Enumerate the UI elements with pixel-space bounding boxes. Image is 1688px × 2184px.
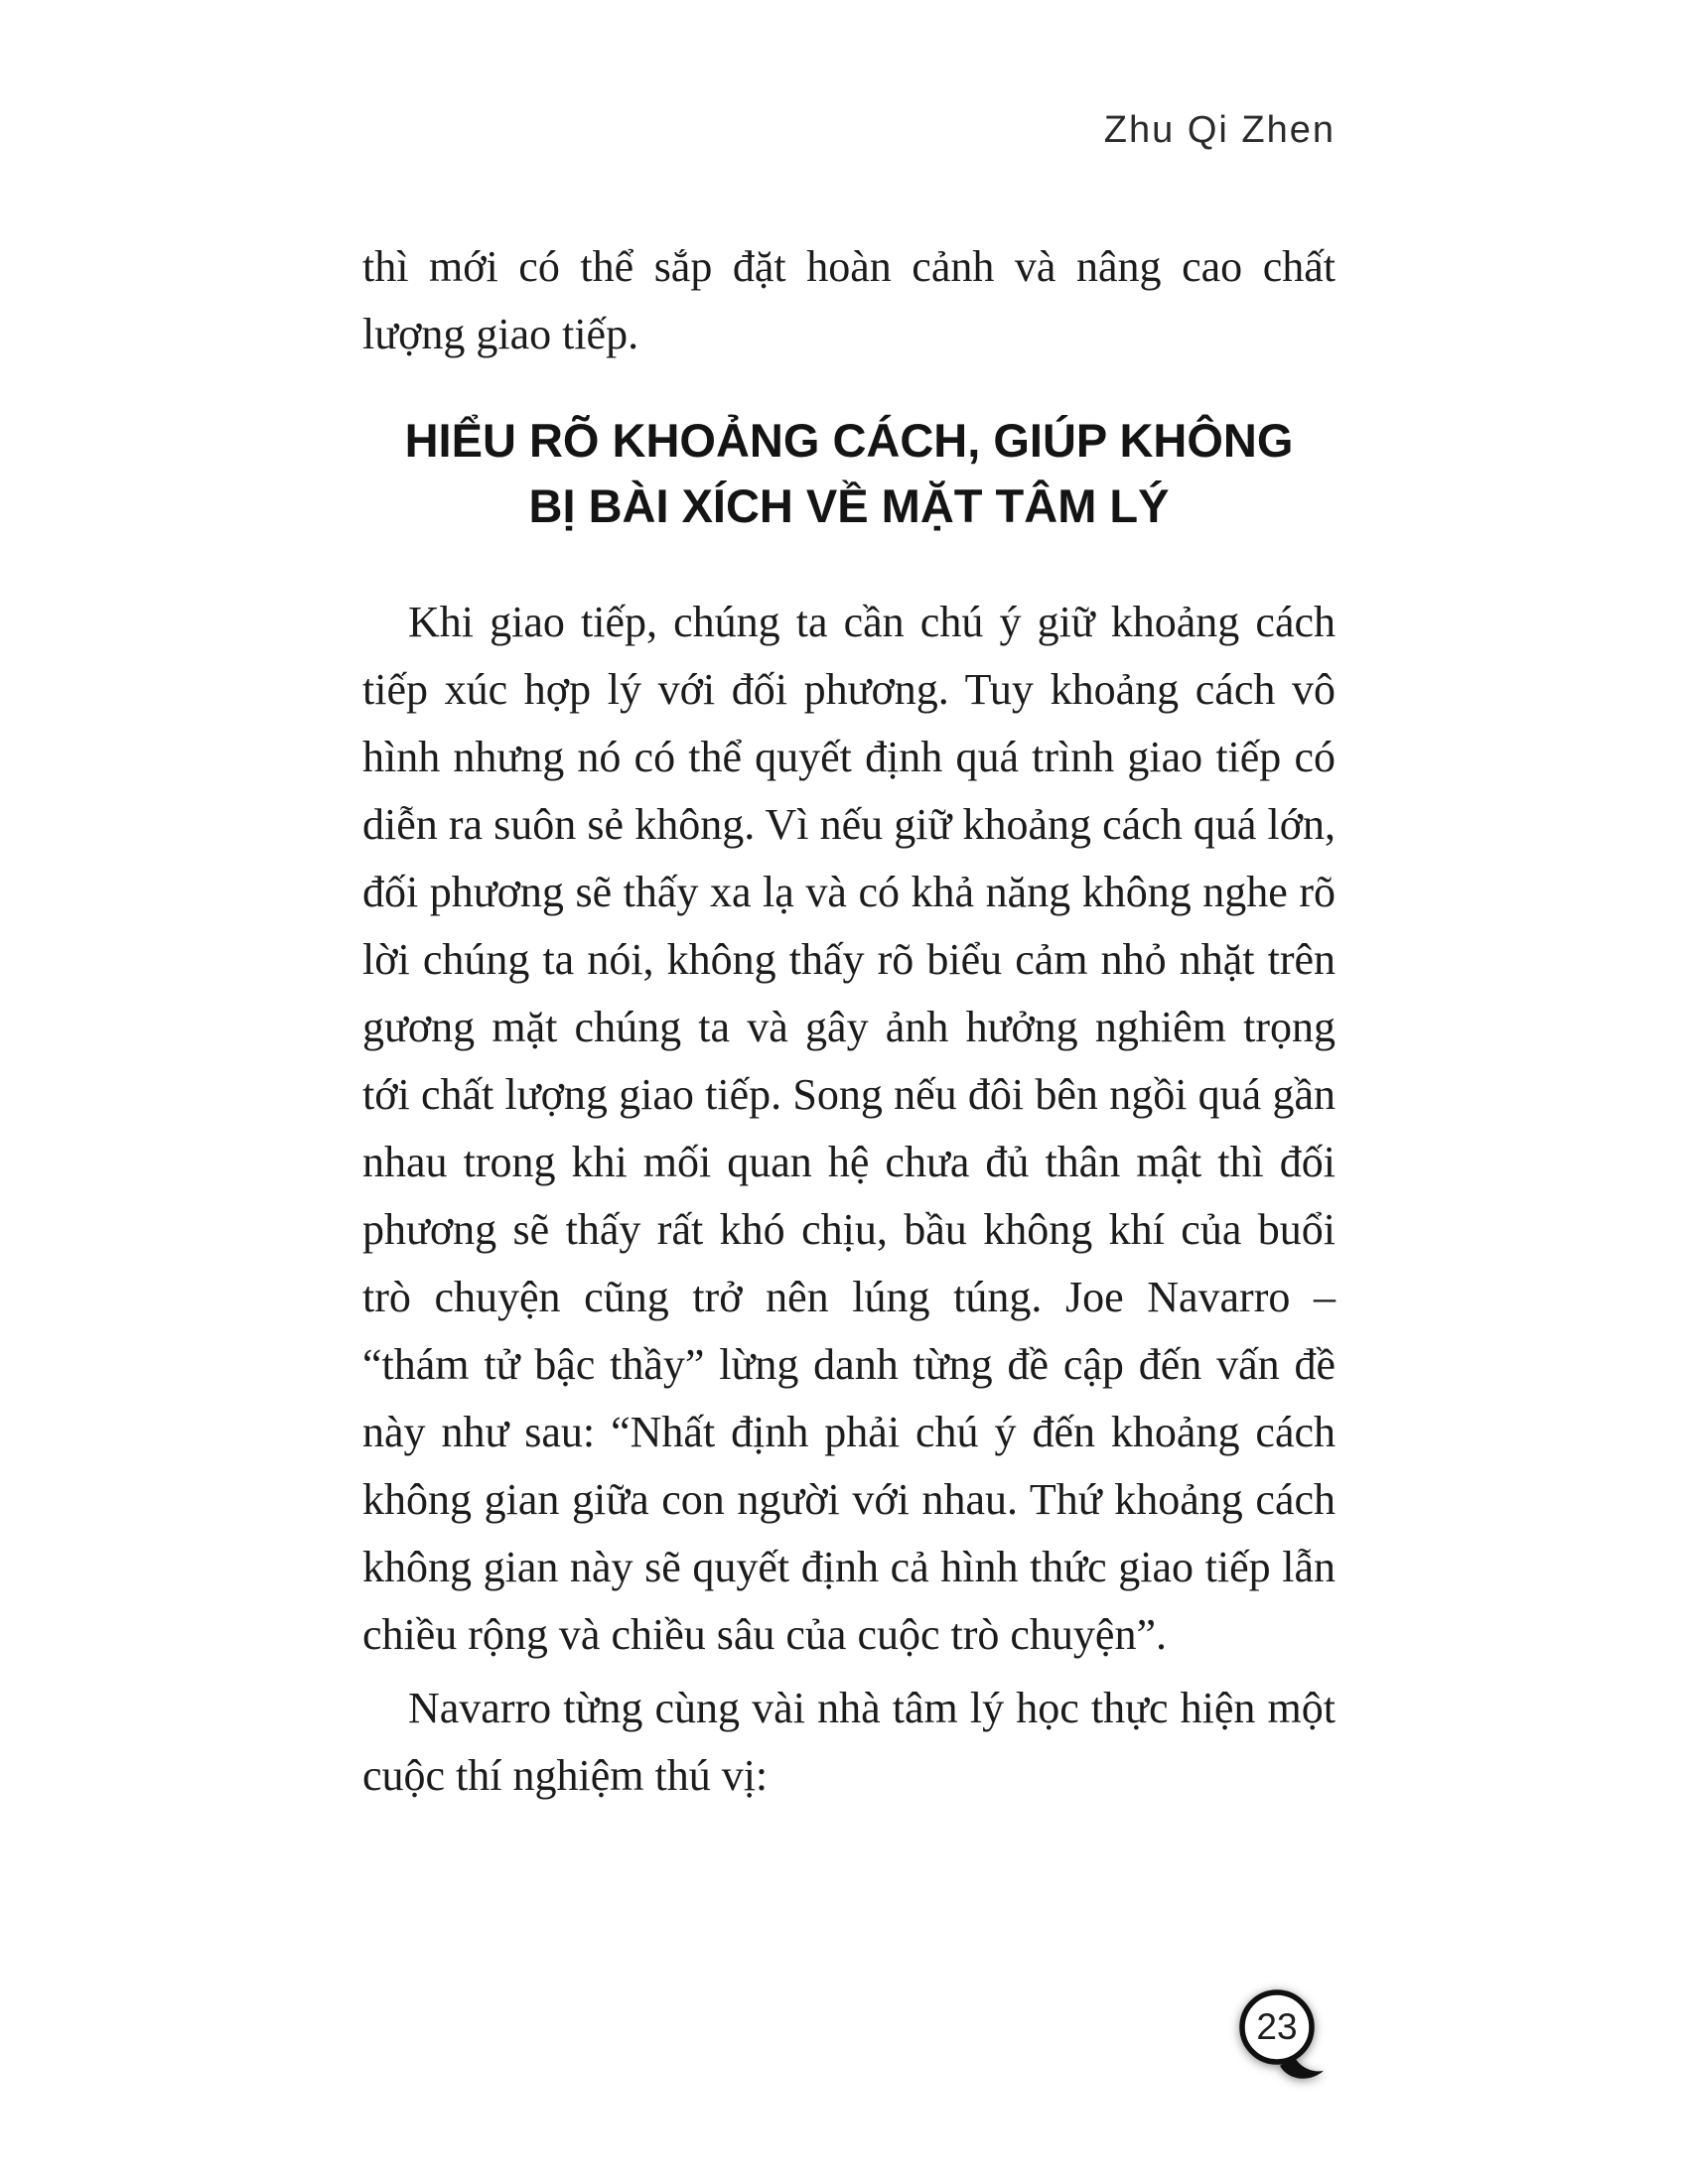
page-number-value: 23 <box>1256 2006 1298 2047</box>
running-head-author: Zhu Qi Zhen <box>1103 109 1336 151</box>
page-number-bubble <box>1237 1987 1340 2091</box>
paragraph-closing: Navarro từng cùng vài nhà tâm lý học thực hiện một cuộc thí nghiệm thú vị: <box>362 1684 1336 1800</box>
section-heading-line1: HIỂU RÕ KHOẢNG CÁCH, GIÚP KHÔNG <box>404 414 1294 467</box>
section-heading <box>362 408 1336 539</box>
section-heading-line2: BỊ BÀI XÍCH VỀ MẶT TÂM LÝ <box>528 479 1170 532</box>
paragraph-continuation: thì mới có thể sắp đặt hoàn cảnh và nâng cao chất lượng giao tiếp. <box>362 242 1336 358</box>
paragraph-main: Khi giao tiếp, chúng ta cần chú ý giữ khoảng cách tiếp xúc hợp lý với đối phương. Tuy khoảng cách vô hình nhưng nó có thể quyết định quá trình giao tiếp có diễn ra suôn sẻ không. Vì nếu giữ khoảng cách quá lớn, đối phương sẽ thấy xa lạ và có khả năng không nghe rõ lời chúng ta nói, không thấy rõ biểu cảm nhỏ nhặt trên gương mặt chúng ta và gây ảnh hưởng nghiêm trọng tới chất lượng giao tiếp. Song nếu đôi bên ngồi quá gần nhau trong khi mối quan hệ chưa đủ thân mật thì đối phương sẽ thấy rất khó chịu, bầu không khí của buổi trò chuyện cũng trở nên lúng túng. Joe Navarro – “thám tử bậc thầy” lừng danh từng đề cập đến vấn đề này như sau: “Nhất định phải chú ý đến khoảng cách không gian giữa con người với nhau. Thứ khoảng cách không gian này sẽ quyết định cả hình thức giao tiếp lẫn chiều rộng và chiều sâu của cuộc trò chuyện”. <box>362 598 1336 1659</box>
page-text-column <box>362 233 1336 1810</box>
